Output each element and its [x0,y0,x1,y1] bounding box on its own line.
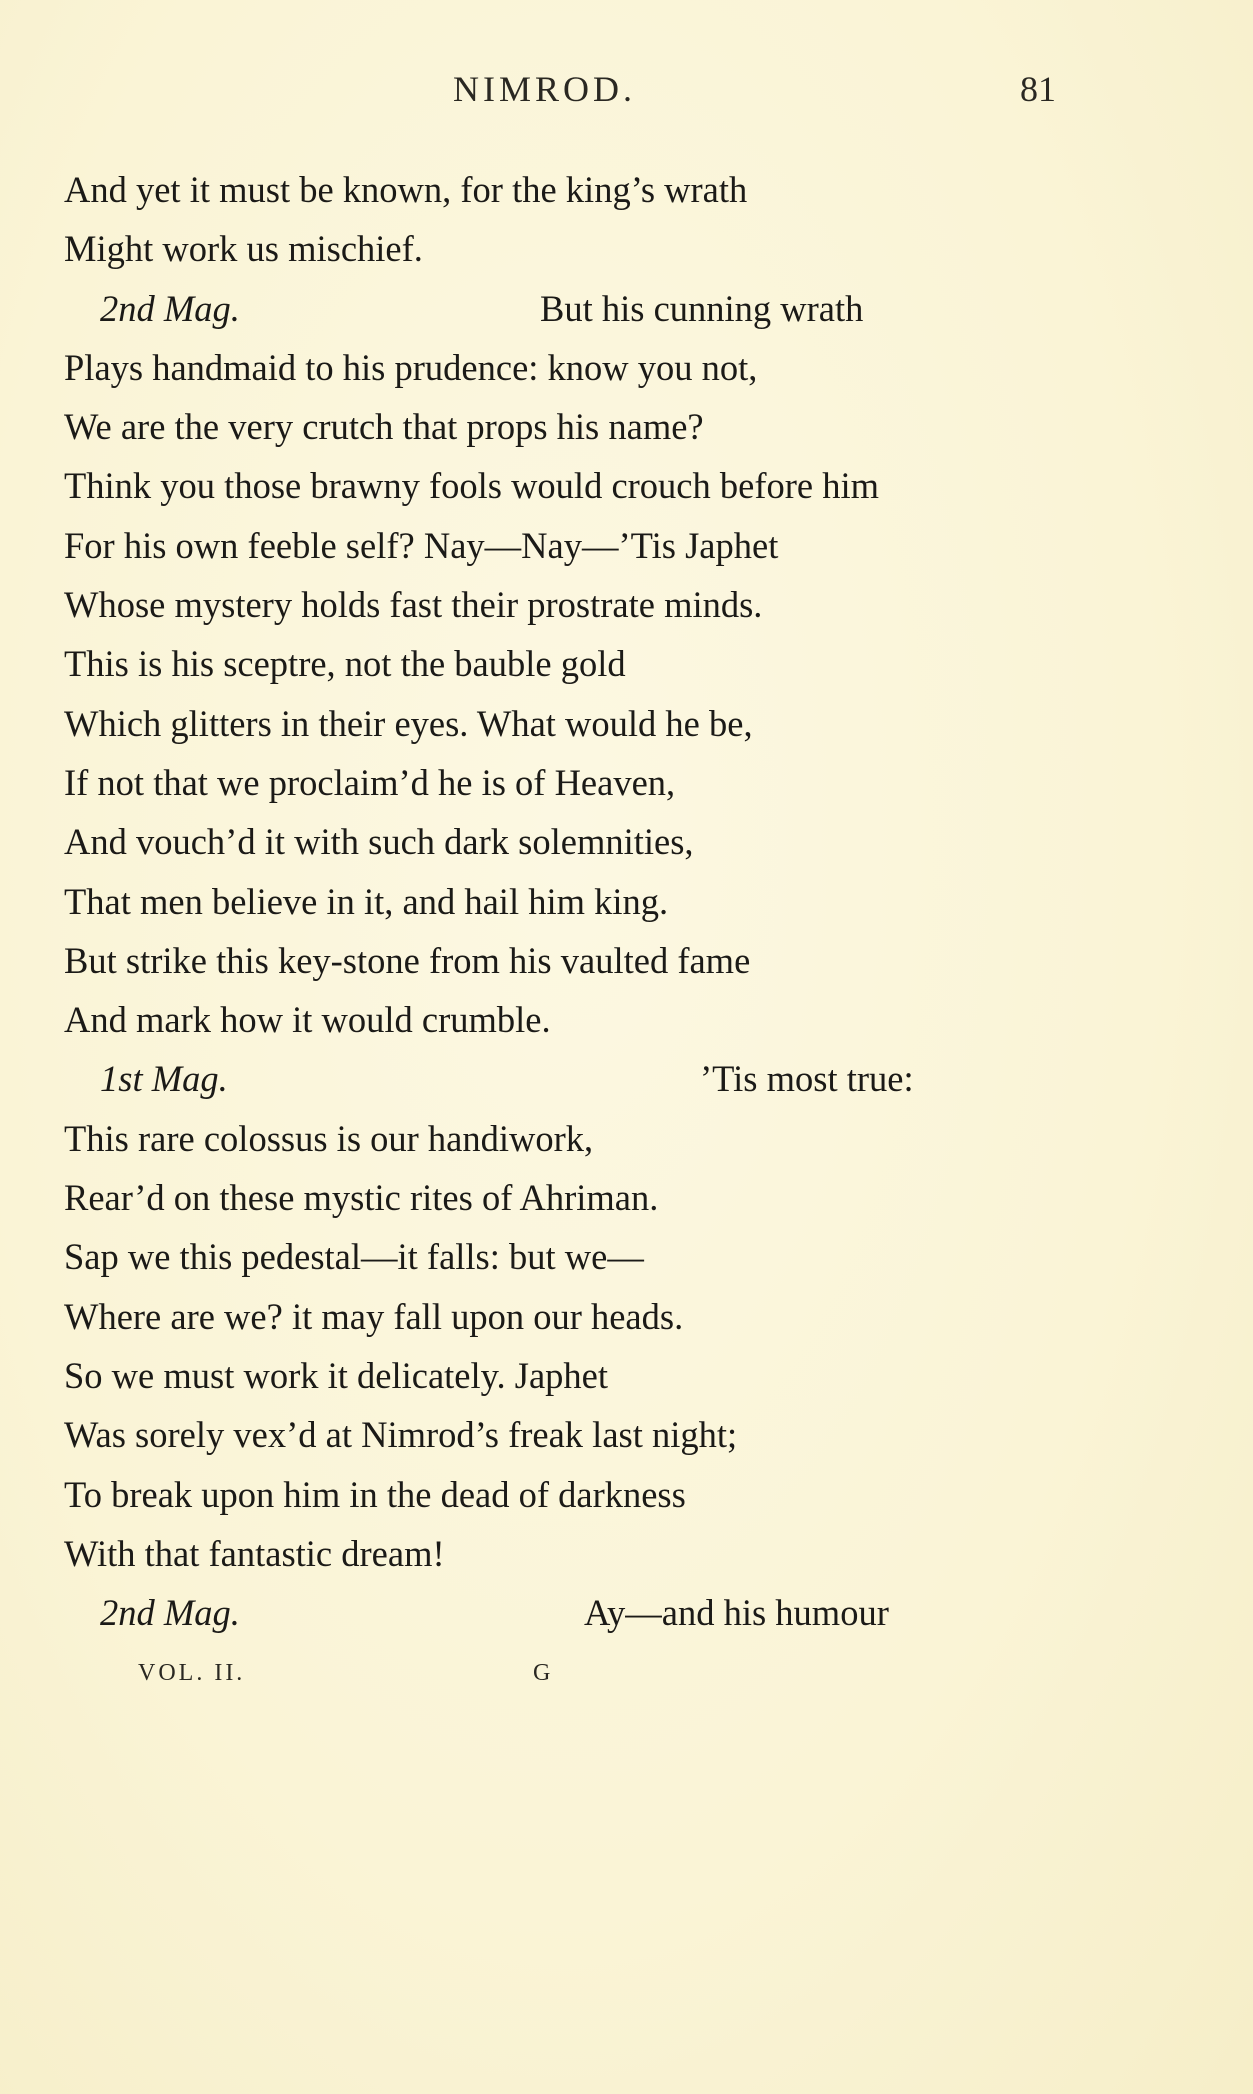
verse-line: If not that we proclaim’d he is of Heaven, [64,761,676,803]
verse-line: Where are we? it may fall upon our heads. [64,1295,684,1337]
verse-line: This rare colossus is our handiwork, [64,1117,594,1159]
verse-text [64,160,1184,1642]
volume-mark: VOL. II. [138,1660,246,1686]
verse-line: Sap we this pedestal—it falls: but we— [64,1236,644,1278]
verse-line: For his own feeble self? Nay—Nay—’Tis Japhet [64,524,779,566]
speaker-name: 2nd Mag. [100,287,240,329]
verse-line: Plays handmaid to his prudence: know you not, [64,346,758,388]
verse-line: With that fantastic dream! [64,1532,445,1574]
verse-line: Whose mystery holds fast their prostrate minds. [64,584,763,626]
line-text: Ay—and his humour [584,1592,889,1634]
speaker-name: 1st Mag. [100,1058,228,1100]
speech-line [64,279,1184,338]
verse-line: To break upon him in the dead of darkness [64,1473,686,1515]
speech-line [64,1049,1184,1108]
verse-line: We are the very crutch that props his name? [64,406,704,448]
page-number: 81 [1020,69,1056,109]
verse-line: So we must work it delicately. Japhet [64,1354,609,1396]
speaker-name: 2nd Mag. [100,1592,240,1634]
verse-line: That men believe in it, and hail him king. [64,880,669,922]
verse-line: And mark how it would crumble. [64,999,551,1041]
signature-mark: G [533,1660,554,1686]
speech-line [64,1583,1184,1642]
running-title: NIMROD. [453,69,637,109]
verse-line: Which glitters in their eyes. What would he be, [64,702,753,744]
verse-line: And yet it must be known, for the king’s wrath [64,169,748,210]
verse-line: This is his sceptre, not the bauble gold [64,643,626,685]
verse-line: Rear’d on these mystic rites of Ahriman. [64,1177,659,1219]
verse-line: But strike this key-stone from his vaulted fame [64,939,751,981]
line-text: ’Tis most true: [700,1058,914,1100]
verse-line: Was sorely vex’d at Nimrod’s freak last night; [64,1414,738,1456]
verse-line: Might work us mischief. [64,228,423,270]
line-text: But his cunning wrath [540,287,864,329]
verse-line: Think you those brawny fools would crouch before him [64,465,879,507]
page-footer [0,1660,1253,1700]
verse-line: And vouch’d it with such dark solemnities, [64,821,694,863]
page-header [0,68,1253,118]
